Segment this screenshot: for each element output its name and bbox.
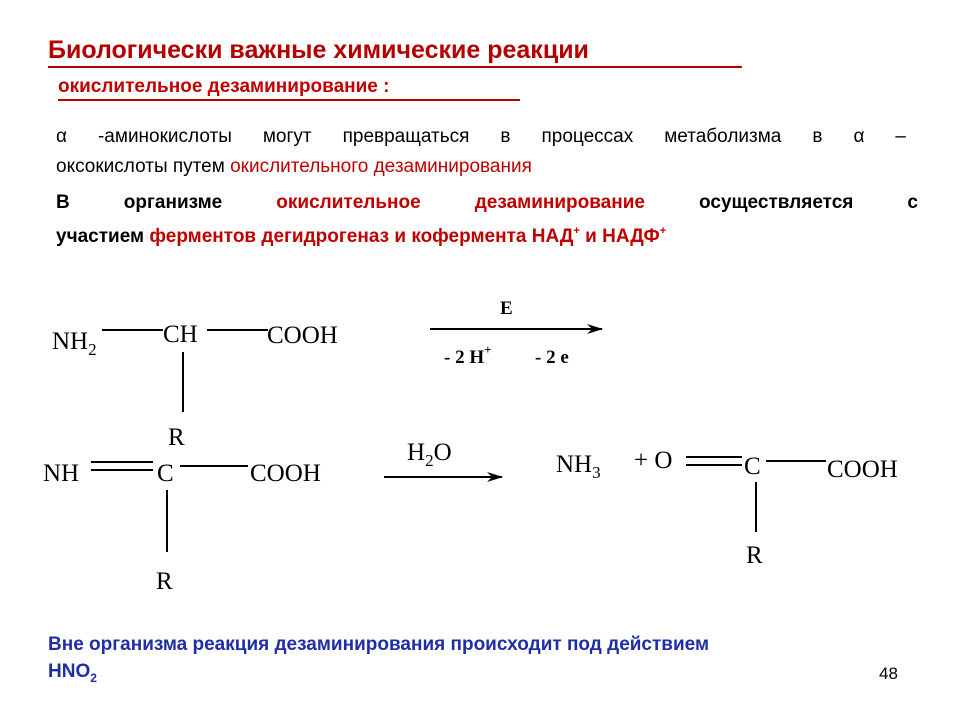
hydrolysis-arrow-group xyxy=(384,439,502,477)
plus-oxygen-label: + O xyxy=(634,447,673,474)
products-structure xyxy=(556,447,898,569)
amino-cooh-label: COOH xyxy=(267,322,338,349)
keto-c-label: C xyxy=(744,453,761,480)
p2-text-2: осуществляется с xyxy=(644,192,918,213)
p2-text-3: участием xyxy=(56,226,150,247)
p2-nadp-plus: + xyxy=(659,225,667,237)
page-number: 48 xyxy=(879,664,898,683)
keto-cooh-label: COOH xyxy=(827,456,898,483)
paragraph-intro-highlight: окислительного дезаминирования xyxy=(230,156,532,177)
imino-c-label: C xyxy=(157,460,174,487)
enzyme-label: E xyxy=(500,298,513,319)
imino-cooh-label: COOH xyxy=(250,460,321,487)
bottom-note xyxy=(48,631,709,692)
ammonia-label: $NH_3$ xyxy=(556,451,601,482)
p2-and: и xyxy=(579,226,603,247)
amino-ch-label: CH xyxy=(163,321,198,348)
p2-enzymes: ферментов дегидрогеназ и кофермента НАД xyxy=(149,226,574,247)
water-label: $H_2O$ xyxy=(407,439,452,470)
slide-title: Биологически важные химические реакции xyxy=(48,36,589,64)
paragraph-intro-line1: α -аминокислоты могут превращаться в процессах метаболизма в α – xyxy=(56,126,906,147)
amino-r-label: R xyxy=(168,424,185,451)
loss-e-label: - 2 e xyxy=(535,347,569,368)
hno2-subscript: 2 xyxy=(90,670,97,685)
imino-r-label: R xyxy=(156,568,173,595)
bottom-note-line1: Вне организма реакция дезаминирования происходит под действием xyxy=(48,634,710,655)
imino-acid-structure xyxy=(43,460,321,595)
p2-nad-plus: + xyxy=(573,225,580,237)
hno2-formula: HNO xyxy=(48,661,91,682)
p2-text-1: В организме xyxy=(56,192,277,213)
slide-subtitle: окислительное дезаминирование : xyxy=(58,76,390,97)
imino-nh-label: NH xyxy=(43,460,80,487)
p2-nadp: НАДФ xyxy=(602,226,660,247)
loss-h-label: - 2 H+ xyxy=(444,342,492,368)
amino-nh-label: $NH_2$ xyxy=(52,328,97,359)
keto-r-label: R xyxy=(746,542,763,569)
oxidation-arrow-group xyxy=(430,298,602,368)
bottom-note-line2 xyxy=(48,658,709,692)
amino-acid-structure xyxy=(52,321,338,451)
p2-highlight-1: окислительное дезаминирование xyxy=(276,192,645,213)
paragraph-intro-line2: оксокислоты путем xyxy=(56,156,231,177)
